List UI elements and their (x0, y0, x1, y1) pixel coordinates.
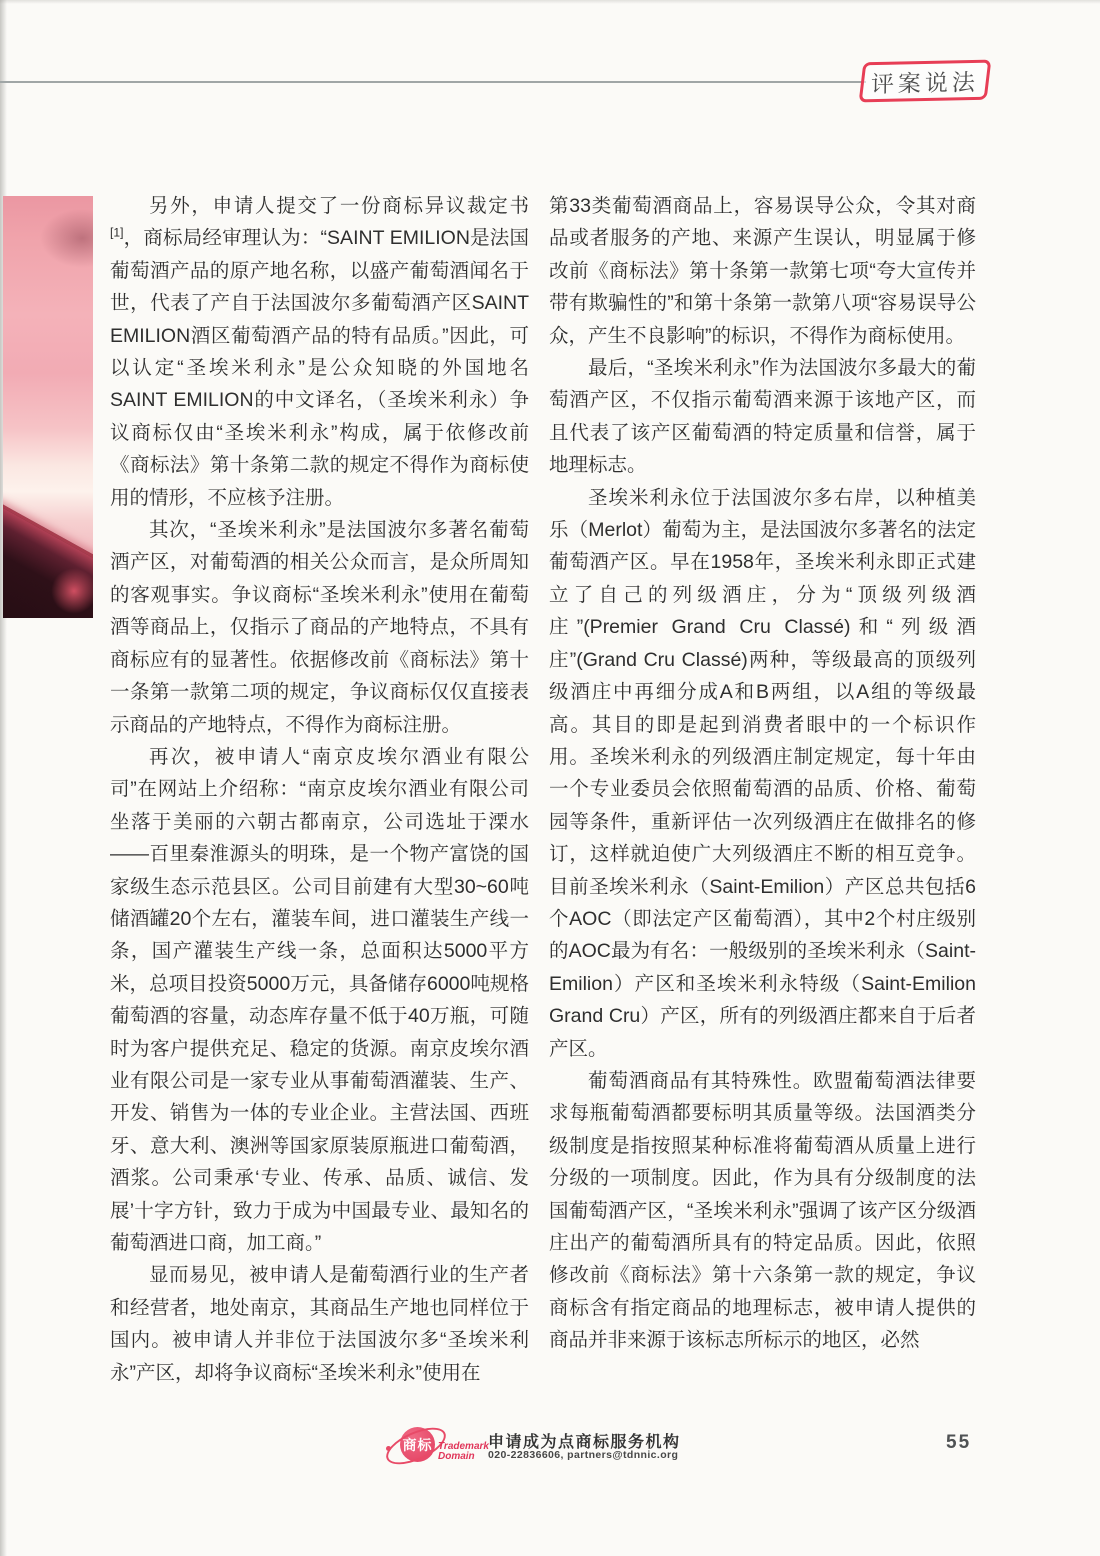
paragraph: 最后，“圣埃米利永”作为法国波尔多最大的葡萄酒产区，不仅指示葡萄酒来源于该地产区，而且代表了该产区葡萄酒的特定质量和信誉，属于地理标志。 (549, 357, 976, 477)
paragraph: 第33类葡萄酒商品上，容易误导公众，令其对商品或者服务的产地、来源产生误认，明显属于修改前《商标法》第十条第一款第七项“夸大宣传并带有欺骗性的”和第十条第一款第八项“容易误导公众，产生不良影响”的标识，不得作为商标使用。 (549, 195, 976, 347)
logo-brand-line2: Domain (438, 1451, 475, 1462)
page-number: 55 (946, 1432, 972, 1453)
paragraph: 显而易见，被申请人是葡萄酒行业的生产者和经营者，地处南京，其商品生产地也同样位于国内。被申请人并非位于法国波尔多“圣埃米利永”产区，却将争议商标“圣埃米利永”使用在 (110, 1264, 529, 1384)
paragraph: 葡萄酒商品有其特殊性。欧盟葡萄酒法律要求每瓶葡萄酒都要标明其质量等级。法国酒类分级制度是指按照某种标准将葡萄酒从质量上进行分级的一项制度。因此，作为具有分级制度的法国葡萄酒产区，“圣埃米利永”强调了该产区分级酒庄出产的葡萄酒所具有的特定品质。因此，依照修改前《商标法》第十六条第一款的规定，争议商标含有指定商品的地理标志，被申请人提供的商品并非来源于该标志所标示的地区，必然 (549, 1069, 976, 1352)
paragraph (110, 190, 529, 514)
logo-brand-text (438, 1442, 489, 1462)
section-tag-label: 评案说法 (870, 68, 980, 97)
sidebar-photo (3, 196, 93, 618)
paragraph-text: 另外，申请人提交了一份商标异议裁定书 (149, 195, 529, 217)
footer-slogan: 申请成为点商标服务机构 (488, 1434, 681, 1451)
scan-top-shadow (0, 0, 1100, 4)
trademark-domain-logo (388, 1424, 488, 1468)
logo-brand-line1: Trademark (438, 1441, 489, 1452)
logo-circle-icon: 商标 (400, 1427, 435, 1462)
footer-contact: 020-22836606, partners@tdnnic.org (488, 1449, 679, 1461)
header-rule (0, 81, 866, 83)
paragraph: 圣埃米利永位于法国波尔多右岸，以种植美乐（Merlot）葡萄为主，是法国波尔多著名的法定葡萄酒产区。早在1958年，圣埃米利永即正式建立了自己的列级酒庄，分为“顶级列级酒庄”(Premier Grand Cru Classé)和“列级酒庄”(Grand Cru Classé)两种，等级最高的顶级列级酒庄中再细分成A和B两组，以A组的等级最高。其目的即是起到消费者眼中的一个标识作用。圣埃米利永的列级酒庄制定规定，每十年由一个专业委员会依照葡萄酒的品质、价格、葡萄园等条件，重新评估一次列级酒庄在做排名的修订，这样就迫使广大列级酒庄不断的相互竞争。目前圣埃米利永（Saint-Emilion）产区总共包括6个AOC（即法定产区葡萄酒），其中2个村庄级别的AOC最为有名：一般级别的圣埃米利永（Saint-Emilion）产区和圣埃米利永特级（Saint-Emilion Grand Cru）产区，所有的列级酒庄都来自于后者产区。 (549, 486, 976, 1060)
paragraph: 再次，被申请人“南京皮埃尔酒业有限公司”在网站上介绍称：“南京皮埃尔酒业有限公司坐落于美丽的六朝古都南京，公司选址于溧水——百里秦淮源头的明珠，是一个物产富饶的国家级生态示范县区。公司目前建有大型30~60吨储酒罐20个左右，灌装车间，进口灌装生产线一条，国产灌装生产线一条，总面积达5000平方米，总项目投资5000万元，具备储存6000吨规格葡萄酒的容量，动态库存量不低于40万瓶，可随时为客户提供充足、稳定的货源。南京皮埃尔酒业有限公司是一家专业从事葡萄酒灌装、生产、开发、销售为一体的专业企业。主营法国、西班牙、意大利、澳洲等国家原装原瓶进口葡萄酒，酒浆。公司秉承‘专业、传承、品质、诚信、发展’十字方针，致力于成为中国最专业、最知名的葡萄酒进口商，加工商。” (110, 745, 529, 1254)
paragraph: 其次，“圣埃米利永”是法国波尔多著名葡萄酒产区，对葡萄酒的相关公众而言，是众所周知的客观事实。争议商标“圣埃米利永”使用在葡萄酒等商品上，仅指示了商品的产地特点，不具有商标应有的显著性。依据修改前《商标法》第十一条第一款第二项的规定，争议商标仅仅直接表示商品的产地特点，不得作为商标注册。 (110, 519, 529, 736)
paragraph-text: ，商标局经审理认为：“SAINT EMILION是法国葡萄酒产品的原产地名称，以盛产葡萄酒闻名于世，代表了产自于法国波尔多葡萄酒产区SAINT EMILION酒区葡萄酒产品的特有品质。”因此，可以认定“圣埃米利永”是公众知晓的外国地名SAINT EMILION的中文译名，（圣埃米利永）争议商标仅由“圣埃米利永”构成，属于依修改前《商标法》第十条第二款的规定不得作为商标使用的情形，不应核予注册。 (110, 227, 529, 509)
photo-red-glow (51, 568, 93, 614)
section-tag (859, 60, 992, 103)
footnote-marker: [1] (110, 225, 124, 240)
text-column-right (549, 190, 976, 1357)
text-column-left (110, 190, 529, 1389)
